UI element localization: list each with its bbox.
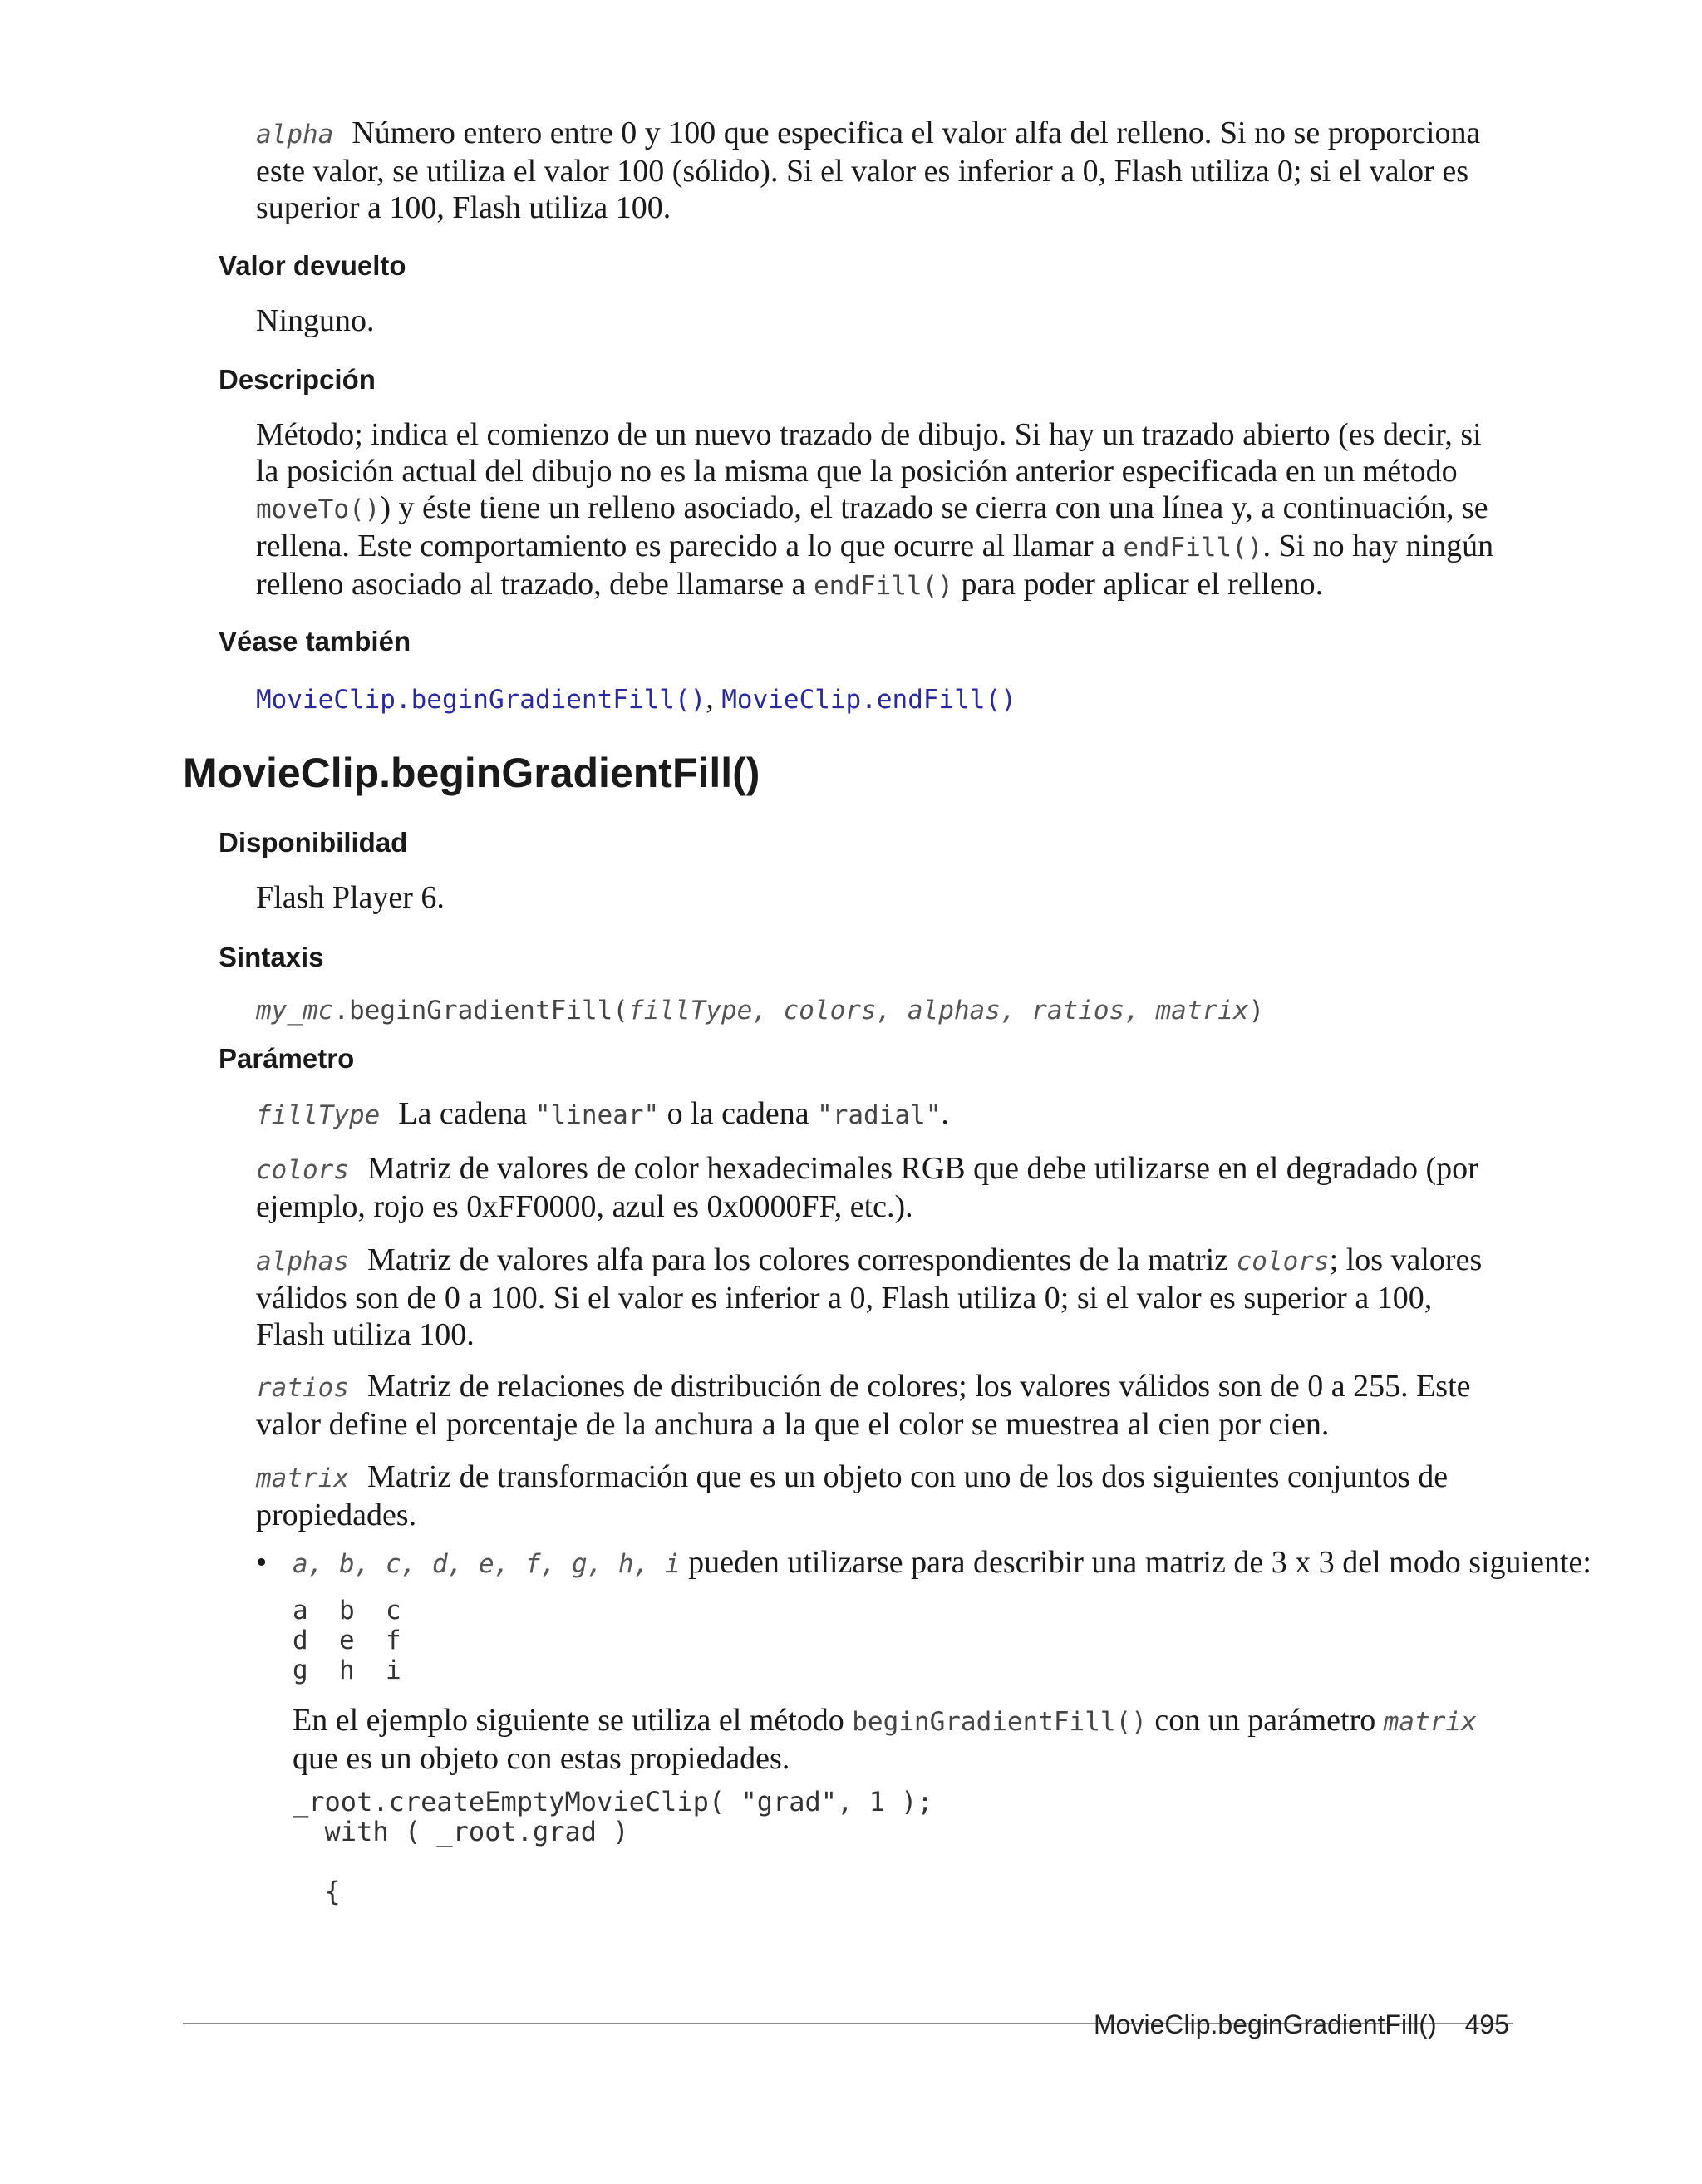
description-text: Método; indica el comienzo de un nuevo trazado de dibujo. Si hay un trazado abierto (es decir, si la posición actual del dibujo no es la misma que la posición anterior especificada en un método moveTo()) y éste tiene un relleno asociado, el trazado se cierra con una línea y, a continuación, se rellena. Este comportamiento es parecido a lo que ocurre al llamar a endFill(). Si no hay ningún relleno asociado al trazado, debe llamarse a endFill() para poder aplicar el relleno. — [256, 417, 1494, 602]
see-also-links: MovieClip.beginGradientFill(), MovieClip.endFill() — [256, 681, 1016, 716]
param-name: alpha — [256, 120, 334, 150]
link-begingradientfill[interactable]: MovieClip.beginGradientFill() — [256, 685, 706, 715]
heading-disponibilidad: Disponibilidad — [219, 827, 408, 858]
alpha-param — [256, 115, 1503, 226]
param-colors: colors Matriz de valores de color hexadecimales RGB que debe utilizarse en el degradado (por ejemplo, rojo es 0xFF0000, azul es 0x0000FF, etc.). — [256, 1151, 1478, 1224]
heading-descripcion: Descripción — [219, 364, 376, 395]
matrix-code-block: a b c d e f g h i — [293, 1596, 401, 1685]
inline-code: moveTo() — [256, 494, 381, 524]
syntax-line: my_mc.beginGradientFill(fillType, colors, alphas, ratios, matrix) — [256, 996, 1265, 1026]
example-intro: En el ejemplo siguiente se utiliza el método beginGradientFill() con un parámetro matrix que es un objeto con estas propiedades. — [293, 1703, 1477, 1776]
link-endfill[interactable]: MovieClip.endFill() — [721, 685, 1016, 715]
param-matrix: matrix Matriz de transformación que es un objeto con uno de los dos siguientes conjuntos de propiedades. — [256, 1459, 1449, 1532]
footer-title: MovieClip.beginGradientFill() — [1094, 2009, 1437, 2039]
param-desc: Número entero entre 0 y 100 que especifica el valor alfa del relleno. Si no se proporciona este valor, se utiliza el valor 100 (sólido). Si el valor es inferior a 0, Flash utiliza 0; si el valor es superior a 100, Flash utiliza 100. — [256, 116, 1481, 225]
bullet-text: pueden utilizarse para describir una matriz de 3 x 3 del modo siguiente: — [680, 1545, 1591, 1580]
inline-code: endFill() — [1123, 533, 1263, 563]
bullet-item — [256, 1544, 1591, 1582]
heading-sintaxis: Sintaxis — [219, 942, 324, 972]
heading-vease-tambien: Véase también — [219, 626, 411, 657]
return-value-text: Ninguno. — [256, 303, 375, 338]
param-ratios: ratios Matriz de relaciones de distribución de colores; los valores válidos son de 0 a 255. Este valor define el porcentaje de la anchura a la que el color se muestrea al cien por cien. — [256, 1369, 1471, 1442]
section-title: MovieClip.beginGradientFill() — [183, 750, 760, 796]
param-filltype: fillType La cadena "linear" o la cadena "radial". — [256, 1096, 949, 1131]
availability-text: Flash Player 6. — [256, 880, 445, 915]
bullet-dot: • — [256, 1545, 268, 1580]
inline-code: endFill() — [814, 571, 953, 601]
heading-parametro: Parámetro — [219, 1043, 355, 1074]
param-alphas: alphas Matriz de valores alfa para los colores correspondientes de la matriz colors; los valores válidos son de 0 a 100. Si el valor es inferior a 0, Flash utiliza 0; si el valor es superior a 100, Flash utiliza 100. — [256, 1242, 1483, 1352]
bullet-vars: a, b, c, d, e, f, g, h, i — [293, 1549, 681, 1579]
page-footer — [1094, 2008, 1509, 2041]
heading-valor-devuelto: Valor devuelto — [219, 250, 406, 281]
example-code-block: _root.createEmptyMovieClip( "grad", 1 ); with ( _root.grad ) { — [293, 1786, 933, 1907]
page-number: 495 — [1464, 2009, 1509, 2039]
